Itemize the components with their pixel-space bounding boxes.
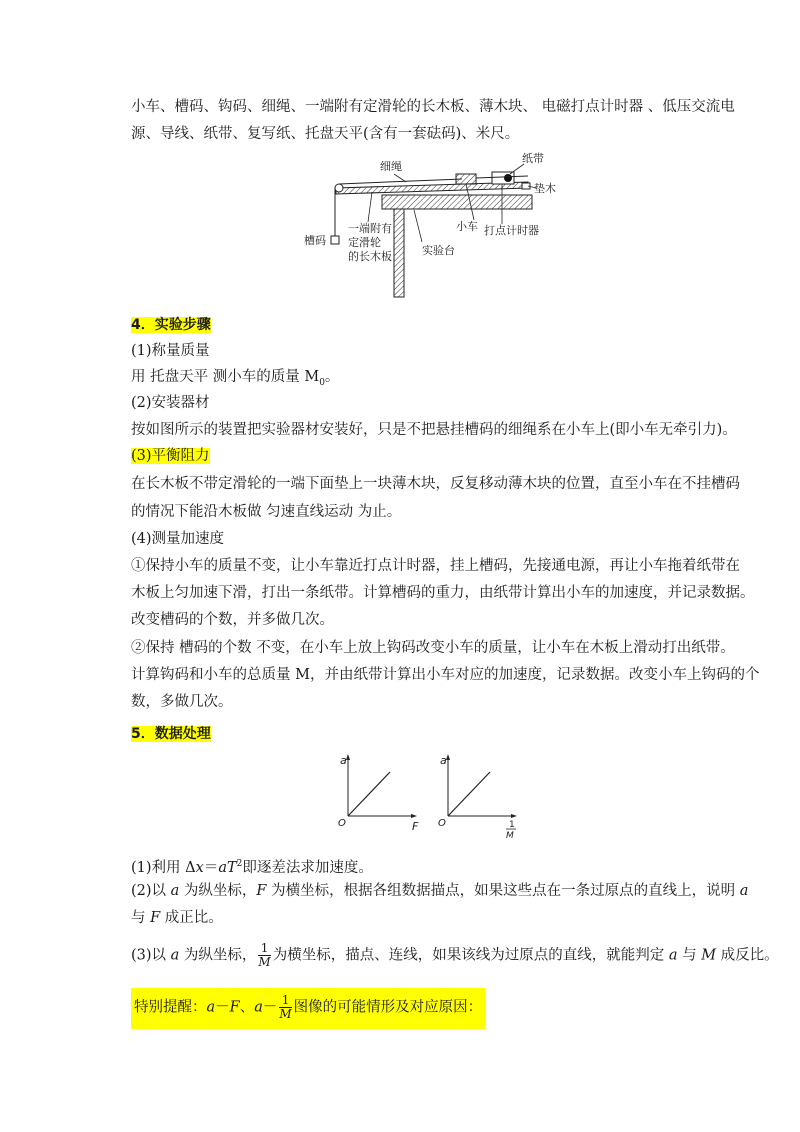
label-rope: 细绳 (380, 160, 402, 173)
label-board-3: 的长木板 (348, 250, 392, 263)
x-label-num: 1 (509, 820, 515, 830)
step-4-p2-line-2: 计算钩码和小车的总质量 M，并由纸带计算出小车对应的加速度，记录数据。改变小车上钩码的个 (131, 667, 760, 683)
step-4-p2-line-3: 数，多做几次。 (131, 694, 233, 710)
origin-label: O (338, 818, 346, 829)
step-4-p1-line-3: 改变槽码的个数，并多做几次。 (131, 612, 334, 628)
y-label: a (340, 754, 347, 767)
apparatus-diagram (296, 150, 556, 300)
car (456, 174, 476, 184)
step-4-p2-line-1: ②保持 槽码的个数 不变，在小车上放上钩码改变小车的质量，让小车在木板上滑动打出纸带。 (131, 640, 735, 656)
x-label-den: M (506, 831, 514, 841)
step-2-text: 按如图所示的装置把实验器材安装好，只是不把悬挂槽码的细绳系在小车上(即小车无牵引力)。 (131, 422, 737, 438)
processing-2-line-1: (2)以 a 为纵坐标，F 为横坐标，根据各组数据描点，如果这些点在一条过原点的直线上，说明 a (131, 883, 749, 899)
label-timer: 打点计时器 (484, 224, 539, 237)
rope (339, 179, 462, 184)
table-leg (394, 209, 404, 297)
origin-label: O (438, 818, 446, 829)
section-4-heading: 4．实验步骤 (131, 317, 211, 333)
fraction-1-over-M: $\frac{1}{M}$ (258, 941, 271, 969)
step-4-title: (4)测量加速度 (131, 531, 225, 547)
step-3-title: (3)平衡阻力 (131, 448, 210, 464)
label-pad: 垫木 (534, 182, 556, 195)
step-2-title: (2)安装器材 (131, 395, 210, 411)
timer-dot (504, 174, 512, 182)
label-board-2: 定滑轮 (348, 236, 381, 249)
step-3-text-1: 在长木板不带定滑轮的一端下面垫上一块薄木块，反复移动薄木块的位置，直至小车在不挂槽码 (131, 476, 740, 492)
label-weight: 槽码 (304, 234, 326, 247)
graph-a-F (336, 752, 426, 834)
section-5-heading: 5．数据处理 (131, 726, 211, 742)
label-board-1: 一端附有 (348, 222, 392, 235)
special-note: 特别提醒：a－F、a－ $\frac{1}{M}$ 图像的可能情形及对应原因： (131, 988, 485, 1029)
step-4-p1-line-1: ①保持小车的质量不变，让小车靠近打点计时器，挂上槽码，先接通电源，再让小车拖着纸带在 (131, 558, 740, 574)
hanging-weight (331, 236, 339, 244)
processing-1: (1)利用 $\Delta x=aT^2$即逐差法求加速度。 (131, 859, 373, 876)
materials-line-2: 源、导线、纸带、复写纸、托盘天平(含有一套砝码)、米尺。 (131, 126, 520, 142)
materials-line-1: 小车、槽码、钩码、细绳、一端附有定滑轮的长木板、薄木块、 电磁打点计时器 、低压交流电 (131, 99, 735, 115)
processing-3: (3)以 a 为纵坐标， $\frac{1}{M}$ 为横坐标，描点、连线，如果该线为过原点的直线，就能判定 a 与 M 成反比。 (131, 941, 779, 969)
proportional-line (448, 772, 490, 816)
step-3-text-2: 的情况下能沿木板做 匀速直线运动 为止。 (131, 504, 402, 520)
processing-2-line-2: 与 F 成正比。 (131, 910, 223, 926)
step-1-text: 用 托盘天平 测小车的质量 $M_0$。 (131, 369, 340, 388)
proportional-line (348, 772, 390, 816)
pulley (335, 184, 343, 192)
x-label: F (412, 820, 419, 833)
y-label: a (440, 754, 447, 767)
step-4-p1-line-2: 木板上匀加速下滑，打出一条纸带。计算槽码的重力，由纸带计算出小车的加速度，并记录数据。 (131, 585, 755, 601)
label-tape: 纸带 (522, 152, 544, 165)
label-car: 小车 (456, 220, 478, 233)
table-top (382, 195, 532, 209)
label-table: 实验台 (422, 244, 455, 257)
fraction-1-over-M-note: $\frac{1}{M}$ (279, 993, 292, 1021)
step-1-title: (1)称量质量 (131, 343, 210, 359)
graph-a-inv-M (436, 752, 526, 842)
